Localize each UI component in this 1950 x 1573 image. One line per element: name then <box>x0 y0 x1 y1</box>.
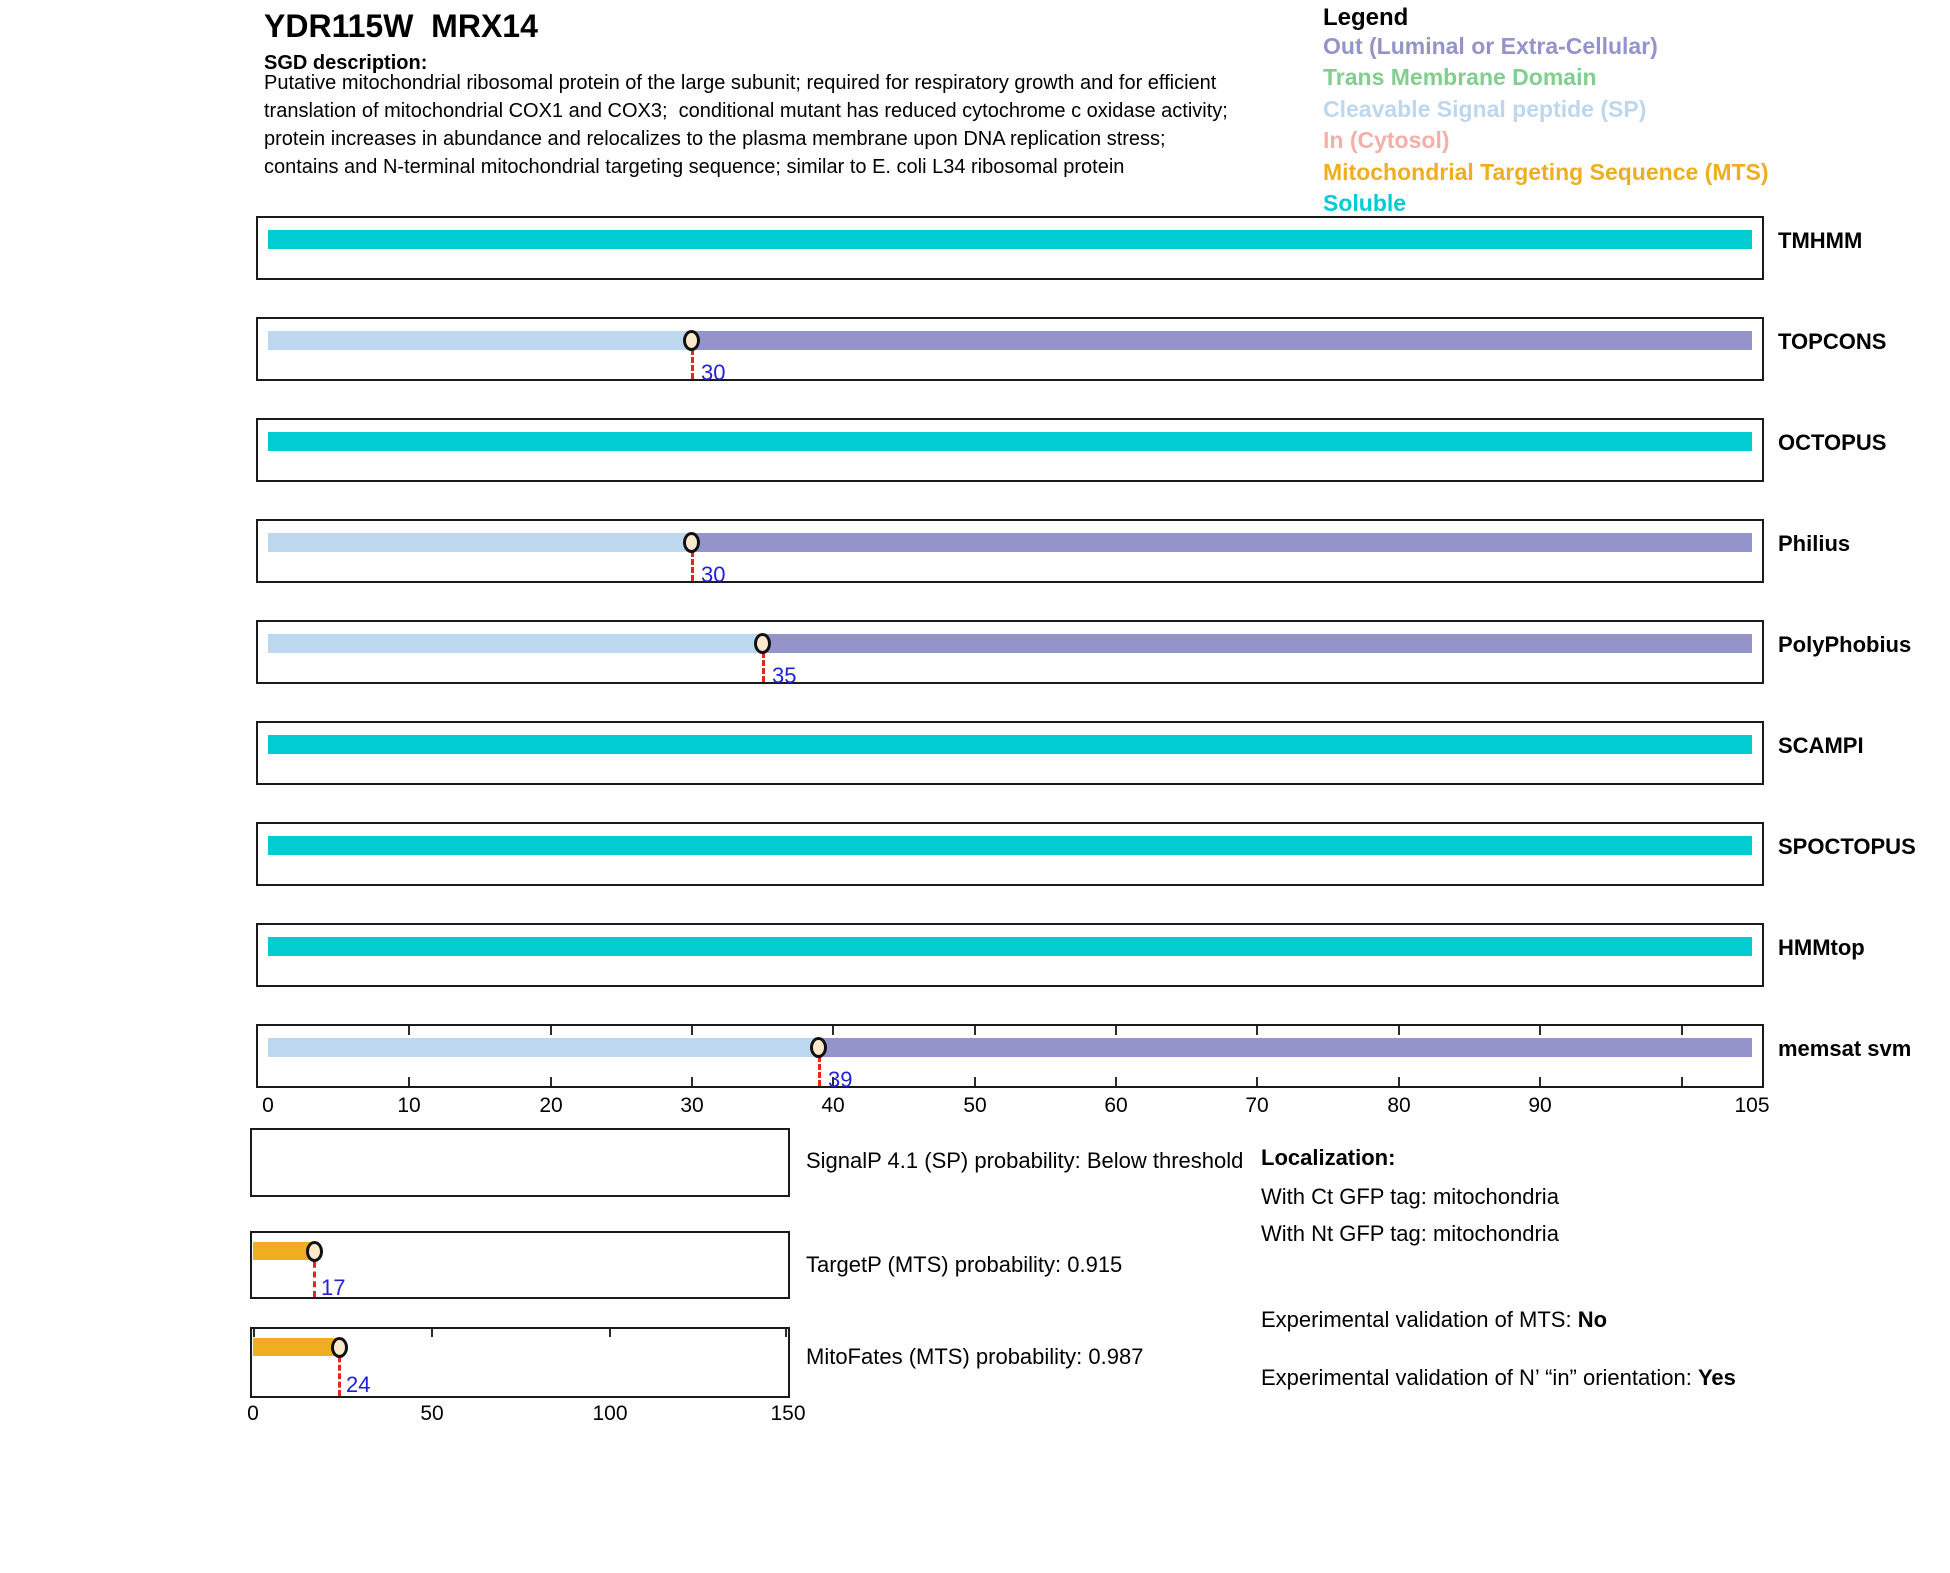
axis-tick <box>1256 1026 1258 1035</box>
axis-tick <box>691 1026 693 1035</box>
track-label-philius: Philius <box>1778 531 1851 556</box>
description-line-3: protein increases in abundance and relocalizes to the plasma membrane upon DNA replication stress; <box>264 128 1166 150</box>
bar-segment-soluble <box>268 230 1752 249</box>
axis-tick <box>1398 1077 1400 1086</box>
axis-tick <box>550 1026 552 1035</box>
bar-segment-out <box>763 634 1752 653</box>
track-label-octopus: OCTOPUS <box>1778 430 1887 455</box>
mts-validation-text <box>1261 1307 1607 1333</box>
description-line-1: Putative mitochondrial ribosomal protein of the large subunit; required for respiratory growth and for efficient <box>264 72 1217 94</box>
axis-tick-label: 70 <box>1245 1094 1269 1117</box>
axis-tick <box>1539 1026 1541 1035</box>
bar-segment-soluble <box>268 735 1752 754</box>
description-line-2: translation of mitochondrial COX1 and COX3; conditional mutant has reduced cytochrome c oxidase activity; <box>264 100 1228 122</box>
bar-segment-sp <box>268 331 692 350</box>
axis-tick-label: 50 <box>963 1094 987 1117</box>
axis-tick <box>1115 1077 1117 1086</box>
axis-tick-label: 20 <box>539 1094 563 1117</box>
localization-ct-line: With Ct GFP tag: mitochondria <box>1261 1184 1559 1209</box>
axis-tick-label: 10 <box>397 1094 421 1117</box>
boundary-marker-icon <box>810 1037 827 1058</box>
boundary-marker-icon <box>754 633 771 654</box>
track-label-topcons: TOPCONS <box>1778 329 1887 354</box>
bar-segment-sp <box>268 634 763 653</box>
axis-tick-label: 150 <box>770 1402 806 1425</box>
signalp-label: SignalP 4.1 (SP) probability: Below threshold <box>806 1148 1244 1173</box>
axis-tick-label: 100 <box>592 1402 628 1425</box>
legend-item-soluble: Soluble <box>1323 190 1407 216</box>
axis-tick <box>431 1329 433 1337</box>
boundary-marker-icon <box>683 330 700 351</box>
track-label-memsat-svm: memsat svm <box>1778 1036 1912 1061</box>
cleavage-position-label: 24 <box>346 1372 371 1397</box>
axis-tick <box>408 1077 410 1086</box>
axis-tick-label: 80 <box>1387 1094 1411 1117</box>
axis-tick-label: 40 <box>821 1094 845 1117</box>
axis-tick <box>1681 1077 1683 1086</box>
cleavage-position-label: 30 <box>701 562 726 587</box>
description-line-4: contains and N-terminal mitochondrial targeting sequence; similar to E. coli L34 ribosomal protein <box>264 156 1125 178</box>
legend-item-sp: Cleavable Signal peptide (SP) <box>1323 96 1647 122</box>
axis-tick-label: 90 <box>1528 1094 1552 1117</box>
legend-title: Legend <box>1323 4 1409 31</box>
axis-tick <box>974 1026 976 1035</box>
signalp-plot-box <box>250 1128 790 1197</box>
track-label-spoctopus: SPOCTOPUS <box>1778 834 1916 859</box>
boundary-marker-icon <box>306 1241 323 1262</box>
cleavage-position-label: 35 <box>772 663 797 688</box>
legend-item-tm: Trans Membrane Domain <box>1323 64 1597 90</box>
track-label-tmhmm: TMHMM <box>1778 228 1863 253</box>
axis-tick <box>550 1077 552 1086</box>
orientation-validation-value: Yes <box>1697 1365 1736 1390</box>
cleavage-position-label: 17 <box>321 1275 346 1300</box>
targetp-label: TargetP (MTS) probability: 0.915 <box>806 1252 1123 1277</box>
boundary-marker-icon <box>683 532 700 553</box>
axis-tick <box>1681 1026 1683 1035</box>
mts-validation-value: No <box>1577 1307 1608 1332</box>
axis-tick-label: 50 <box>420 1402 444 1425</box>
bar-segment-sp <box>268 533 692 552</box>
bar-segment-mts <box>253 1242 314 1260</box>
axis-tick-label: 30 <box>680 1094 704 1117</box>
orientation-validation-text <box>1261 1365 1736 1391</box>
legend-item-mts: Mitochondrial Targeting Sequence (MTS) <box>1323 159 1769 185</box>
bar-segment-out <box>692 533 1752 552</box>
axis-tick <box>1398 1026 1400 1035</box>
track-label-polyphobius: PolyPhobius <box>1778 632 1912 657</box>
page-title: YDR115W MRX14 <box>264 8 538 44</box>
sgd-description-label: SGD description: <box>264 52 428 74</box>
axis-tick <box>408 1026 410 1035</box>
axis-tick <box>785 1329 787 1337</box>
bar-segment-soluble <box>268 836 1752 855</box>
axis-tick-label: 0 <box>262 1094 274 1117</box>
axis-tick <box>691 1077 693 1086</box>
mitofates-label: MitoFates (MTS) probability: 0.987 <box>806 1344 1144 1369</box>
mts-validation-label: Experimental validation of MTS: <box>1261 1307 1578 1332</box>
cleavage-position-label: 30 <box>701 360 726 385</box>
axis-tick <box>832 1026 834 1035</box>
axis-tick <box>1115 1026 1117 1035</box>
legend-item-out: Out (Luminal or Extra-Cellular) <box>1323 33 1658 59</box>
bar-segment-mts <box>253 1338 339 1356</box>
axis-tick <box>609 1329 611 1337</box>
track-label-hmmtop: HMMtop <box>1778 935 1865 960</box>
axis-tick <box>253 1329 255 1337</box>
axis-tick-label: 0 <box>247 1402 259 1425</box>
legend-item-in: In (Cytosol) <box>1323 127 1450 153</box>
localization-nt-line: With Nt GFP tag: mitochondria <box>1261 1221 1559 1246</box>
axis-tick <box>974 1077 976 1086</box>
axis-tick <box>1539 1077 1541 1086</box>
bar-segment-sp <box>268 1038 819 1057</box>
track-label-scampi: SCAMPI <box>1778 733 1864 758</box>
bar-segment-out <box>819 1038 1752 1057</box>
boundary-marker-icon <box>331 1337 348 1358</box>
axis-tick <box>1256 1077 1258 1086</box>
axis-tick-label: 60 <box>1104 1094 1128 1117</box>
cleavage-position-label: 39 <box>828 1067 853 1092</box>
bar-segment-soluble <box>268 937 1752 956</box>
bar-segment-soluble <box>268 432 1752 451</box>
localization-title: Localization: <box>1261 1145 1396 1170</box>
bar-segment-out <box>692 331 1752 350</box>
orientation-validation-label: Experimental validation of N’ “in” orientation: <box>1261 1365 1698 1390</box>
axis-tick-label: 105 <box>1734 1094 1770 1117</box>
